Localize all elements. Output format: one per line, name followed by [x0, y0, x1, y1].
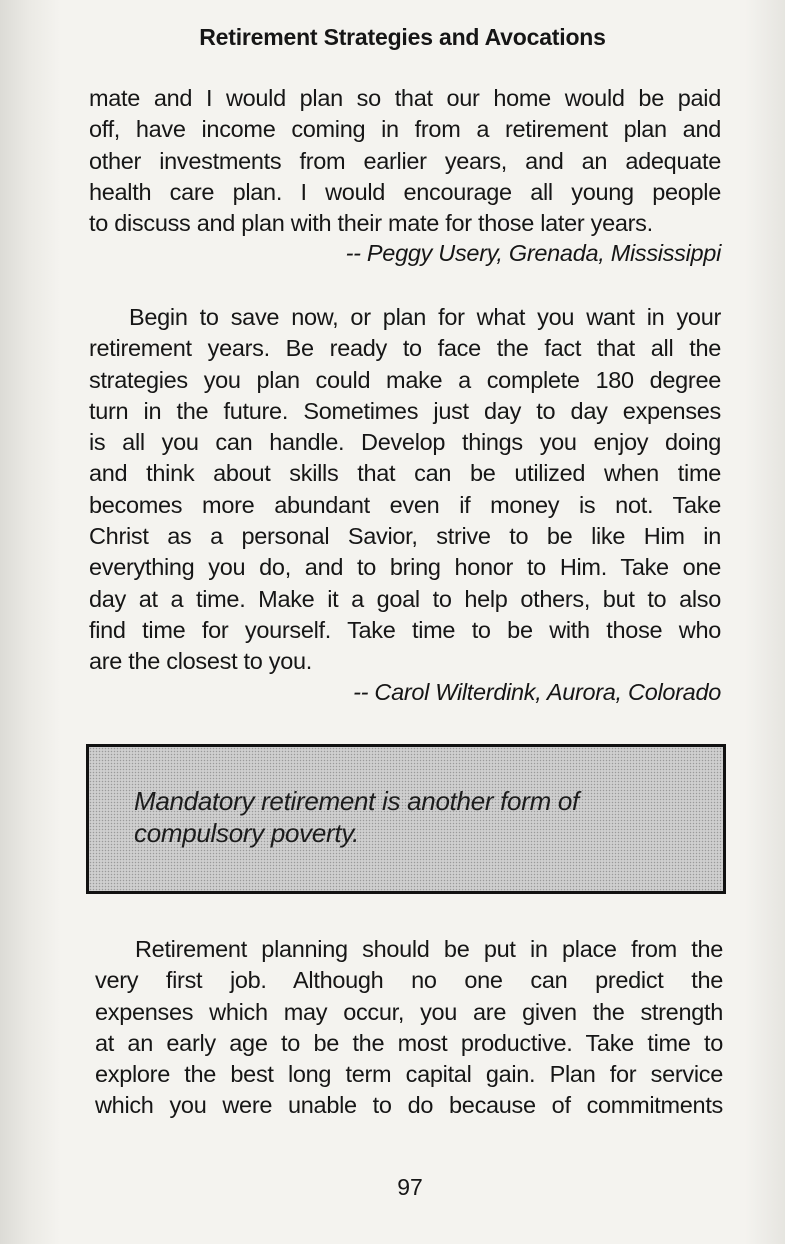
paragraph-line: expenses which may occur, you are given the strength — [95, 998, 723, 1025]
paragraph-line: which you were unable to do because of commitments — [95, 1092, 723, 1119]
paragraph-line: everything you do, and to bring honor to Him. Take one — [89, 554, 721, 581]
paragraph-line: Retirement planning should be put in place from the — [135, 936, 723, 962]
attribution-peggy-usery: -- Peggy Usery, Grenada, Mississippi — [345, 240, 721, 266]
pull-quote-text — [134, 785, 694, 849]
page-gutter-shadow — [0, 0, 60, 1244]
attribution-carol-wilterdink: -- Carol Wilterdink, Aurora, Colorado — [353, 679, 721, 705]
paragraph-line: and think about skills that can be utilized when time — [89, 460, 721, 487]
paragraph-line: Christ as a personal Savior, strive to be like Him in — [89, 523, 721, 550]
paragraph-line: are the closest to you. — [89, 648, 313, 675]
paragraph-line: becomes more abundant even if money is not. Take — [89, 491, 721, 518]
pull-quote-box — [86, 744, 726, 894]
paragraph-line: day at a time. Make it a goal to help others, but to also — [89, 585, 721, 612]
running-head: Retirement Strategies and Avocations — [199, 24, 606, 50]
pull-quote-line: compulsory poverty. — [134, 818, 360, 848]
paragraph-line: to discuss and plan with their mate for those later years. — [89, 210, 653, 237]
paragraph-1 — [89, 83, 721, 239]
paragraph-line: turn in the future. Sometimes just day to day expenses — [89, 397, 721, 424]
paragraph-line: strategies you plan could make a complete 180 degree — [89, 366, 721, 393]
paragraph-line: mate and I would plan so that our home would be paid — [89, 85, 721, 111]
paragraph-line: health care plan. I would encourage all young people — [89, 178, 721, 205]
page-edge-shadow — [745, 0, 785, 1244]
paragraph-line: off, have income coming in from a retirement plan and — [89, 116, 721, 143]
page-number: 97 — [397, 1174, 423, 1200]
paragraph-line: other investments from earlier years, and an adequate — [89, 147, 721, 174]
paragraph-line: is all you can handle. Develop things you enjoy doing — [89, 429, 721, 456]
pull-quote-line: Mandatory retirement is another form of — [134, 786, 579, 816]
paragraph-line: explore the best long term capital gain. Plan for service — [95, 1061, 723, 1088]
paragraph-line: very first job. Although no one can predict the — [95, 967, 723, 994]
paragraph-line: at an early age to be the most productive. Take time to — [95, 1029, 723, 1056]
paragraph-line: Begin to save now, or plan for what you want in your — [129, 304, 721, 330]
paragraph-line: retirement years. Be ready to face the fact that all the — [89, 335, 721, 362]
paragraph-2 — [89, 302, 721, 678]
paragraph-3 — [95, 934, 723, 1122]
paragraph-line: find time for yourself. Take time to be with those who — [89, 616, 721, 643]
